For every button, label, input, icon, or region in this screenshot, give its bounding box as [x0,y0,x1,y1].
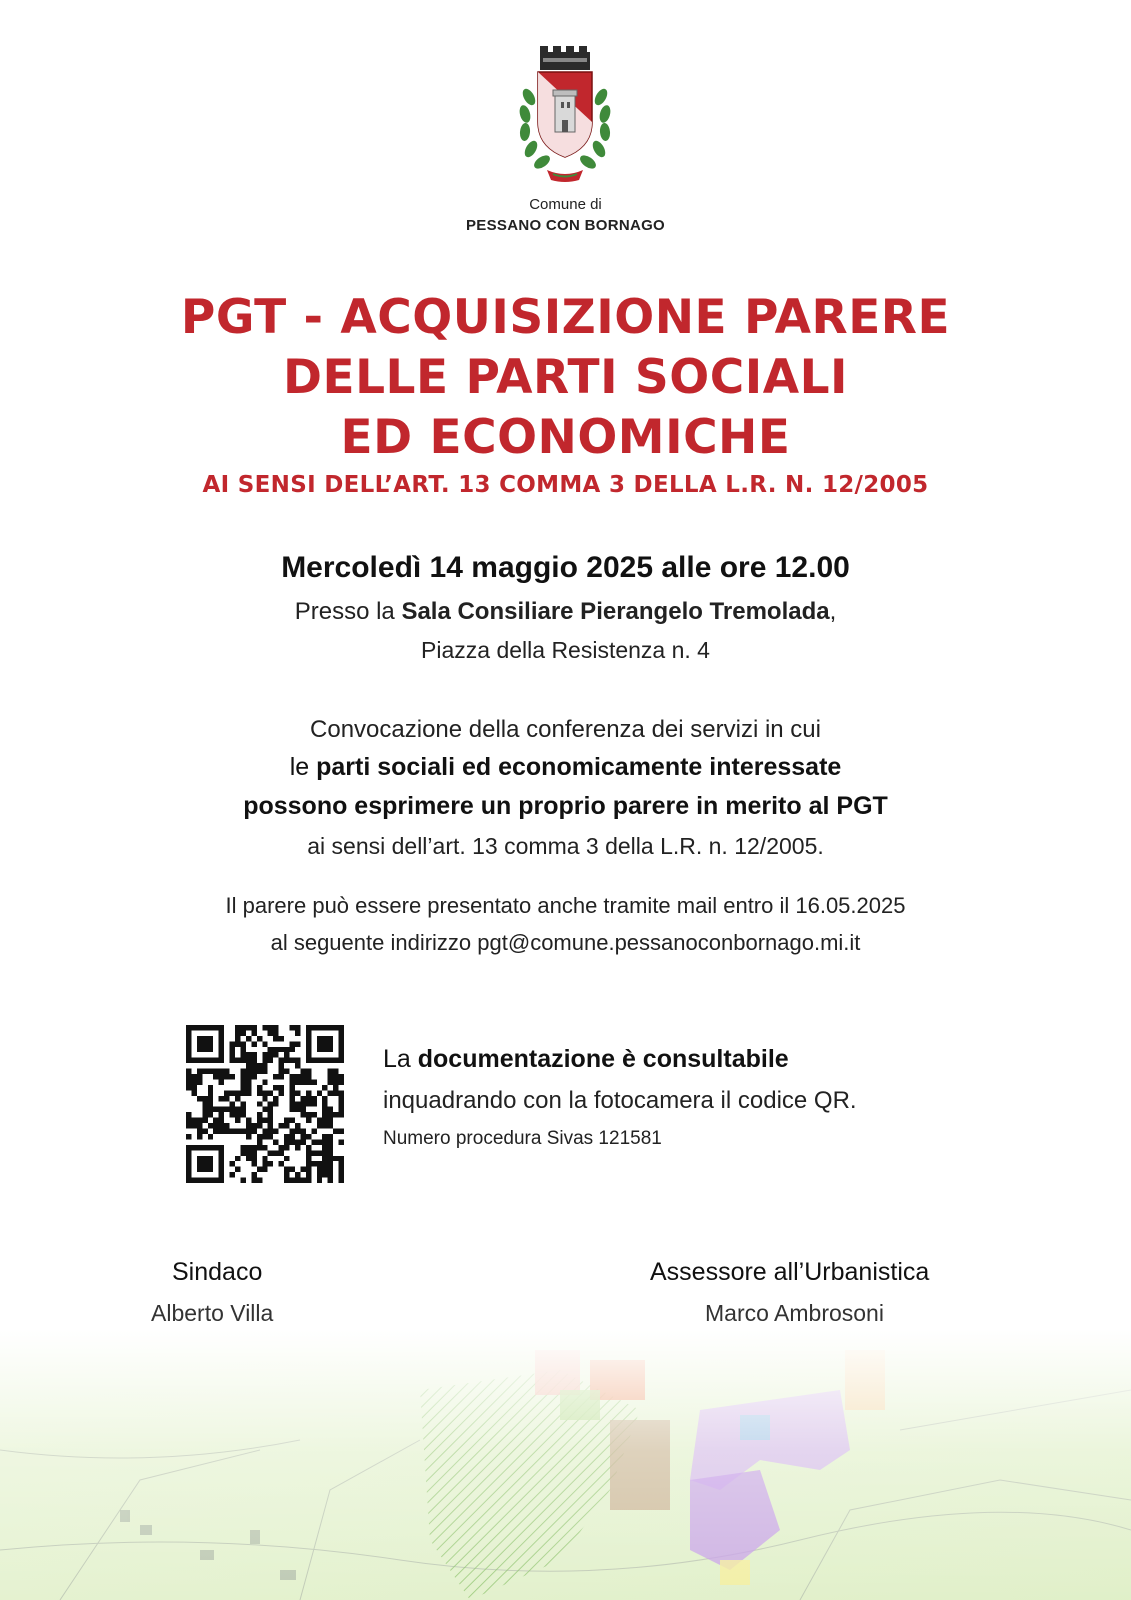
comune-prefix: Comune di [529,196,602,213]
title-line-1: PGT - ACQUISIZIONE PARERE [180,290,951,345]
mail-line-2: al seguente indirizzo pgt@comune.pessanoconbornago.mi.it [270,930,861,955]
event-location-prefix: Presso la [294,598,402,625]
mayor-name: Alberto Villa [151,1300,274,1326]
assessor-role: Assessore all’Urbanistica [650,1258,930,1286]
event-location-name: Sala Consiliare Pierangelo Tremolada [401,598,830,625]
documentation-prefix: La [383,1045,418,1073]
documentation-bold: documentazione è consultabile [417,1045,789,1073]
body-line-1: Convocazione della conferenza dei servizi in cui [310,716,821,743]
procedure-number: Numero procedura Sivas 121581 [383,1128,662,1149]
body-line-4: ai sensi dell’art. 13 comma 3 della L.R. n. 12/2005. [307,833,824,859]
body-line-2 [0,753,1131,782]
mayor-role: Sindaco [172,1258,263,1286]
event-address: Piazza della Resistenza n. 4 [421,637,710,663]
event-datetime: Mercoledì 14 maggio 2025 alle ore 12.00 [281,551,850,584]
documentation-line-2: inquadrando con la fotocamera il codice QR. [383,1087,857,1114]
title-subtitle: AI SENSI DELL’ART. 13 COMMA 3 DELLA L.R. N. 12/2005 [202,472,929,498]
body-line-2-bold: parti sociali ed economicamente interessate [316,753,842,781]
body-line-2-prefix: le [289,753,317,781]
documentation-line-1 [383,1045,789,1074]
assessor-name: Marco Ambrosoni [705,1300,884,1326]
comune-name: PESSANO CON BORNAGO [465,217,666,234]
event-location [0,598,1131,626]
mail-line-1: Il parere può essere presentato anche tramite mail entro il 16.05.2025 [225,893,906,918]
qr-code-icon[interactable] [186,1025,344,1183]
background-map-image [0,1330,1131,1600]
municipal-crest-icon [505,42,625,192]
event-location-suffix: , [829,598,837,625]
title-line-3: ED ECONOMICHE [340,410,791,465]
title-line-2: DELLE PARTI SOCIALI [282,350,849,405]
body-line-3: possono esprimere un proprio parere in merito al PGT [243,792,888,820]
